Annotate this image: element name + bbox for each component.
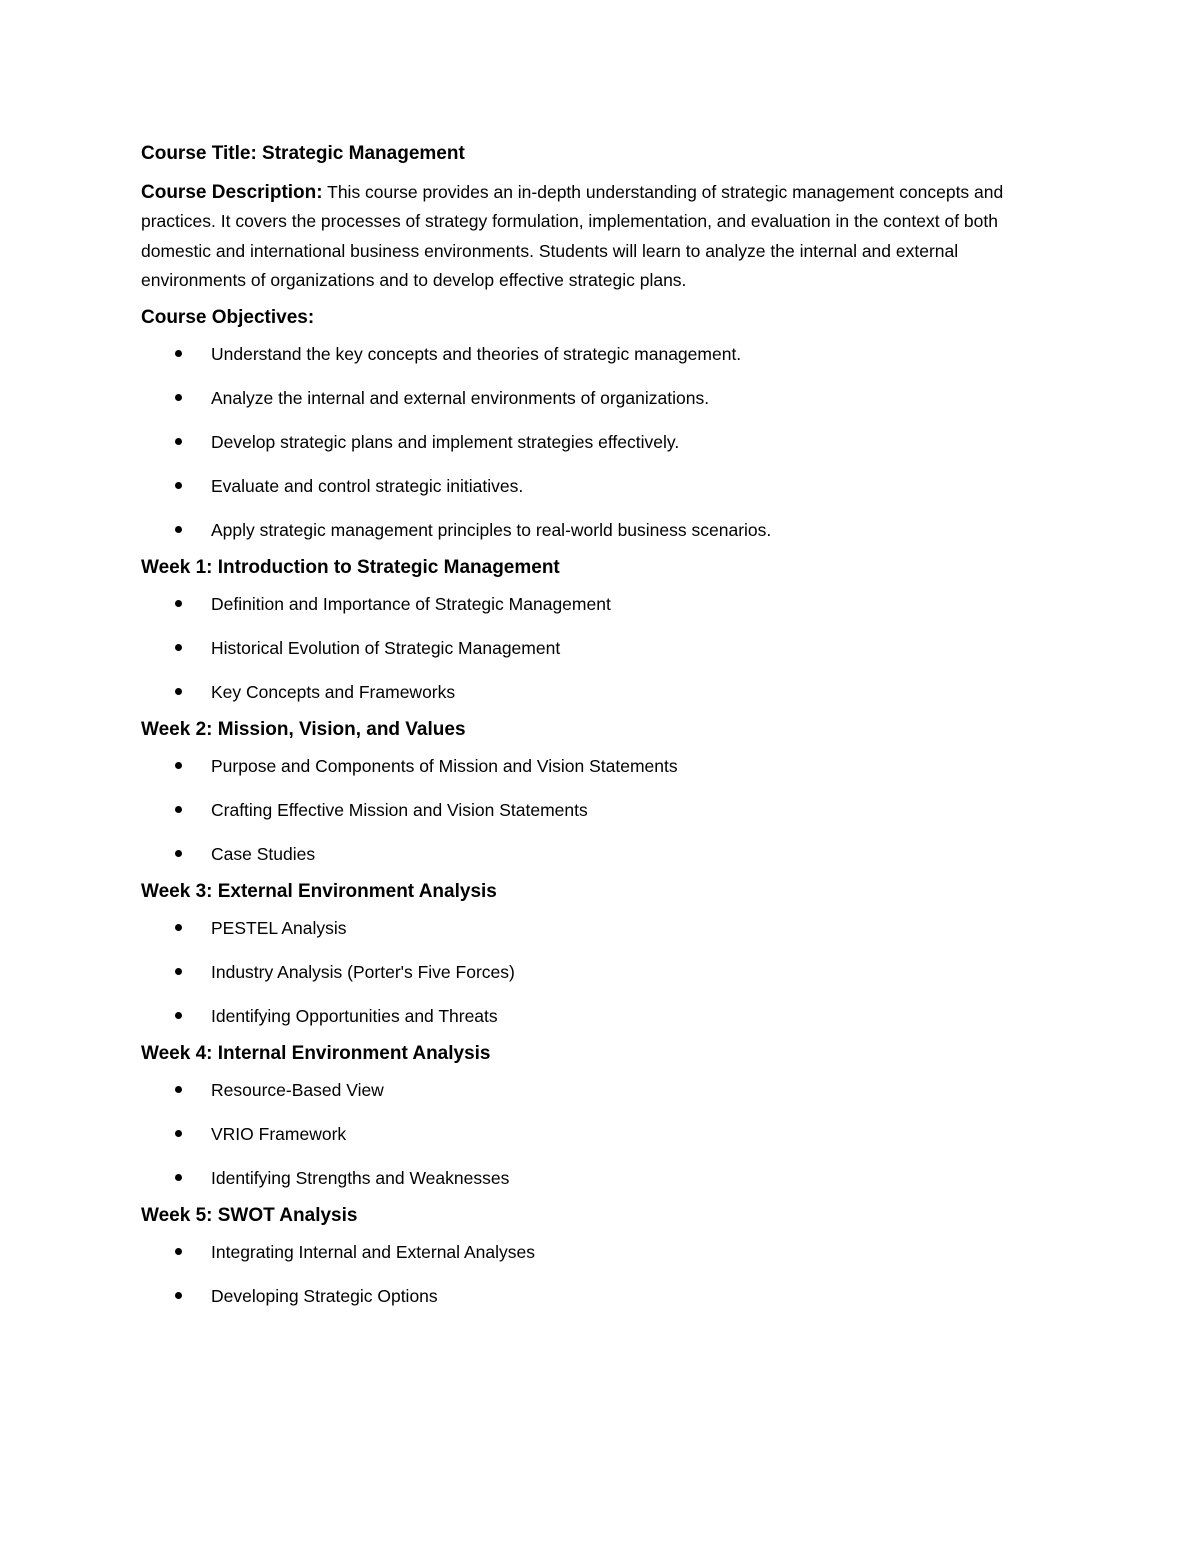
bullet-icon	[175, 1130, 182, 1137]
bullet-icon	[175, 1174, 182, 1181]
objectives-heading: Course Objectives:	[141, 307, 315, 329]
course-description-label: Course Description:	[141, 182, 323, 203]
week-4-heading: Week 4: Internal Environment Analysis	[141, 1043, 491, 1065]
week-5-heading: Week 5: SWOT Analysis	[141, 1205, 358, 1227]
week-5-list	[141, 1240, 1051, 1308]
list-item-text: Identifying Opportunities and Threats	[211, 1006, 498, 1027]
bullet-icon	[175, 1012, 182, 1019]
document-page	[141, 140, 1051, 1320]
week-3-heading: Week 3: External Environment Analysis	[141, 881, 497, 903]
bullet-icon	[175, 600, 182, 607]
list-item	[141, 842, 1051, 866]
week-1-heading: Week 1: Introduction to Strategic Management	[141, 557, 560, 579]
bullet-icon	[175, 762, 182, 769]
list-item-text: Crafting Effective Mission and Vision Statements	[211, 800, 588, 821]
list-item	[141, 636, 1051, 660]
list-item-text: Integrating Internal and External Analyses	[211, 1242, 535, 1263]
list-item	[141, 1004, 1051, 1028]
list-item	[141, 518, 1051, 542]
bullet-icon	[175, 850, 182, 857]
list-item	[141, 916, 1051, 940]
list-item	[141, 1078, 1051, 1102]
bullet-icon	[175, 806, 182, 813]
bullet-icon	[175, 924, 182, 931]
list-item-text: Analyze the internal and external environments of organizations.	[211, 388, 710, 409]
list-item	[141, 342, 1051, 366]
list-item-text: Historical Evolution of Strategic Management	[211, 638, 561, 659]
list-item	[141, 1240, 1051, 1264]
list-item-text: Understand the key concepts and theories of strategic management.	[211, 344, 742, 365]
week-3-list	[141, 916, 1051, 1028]
list-item	[141, 798, 1051, 822]
objectives-list	[141, 342, 1051, 542]
bullet-icon	[175, 644, 182, 651]
list-item	[141, 754, 1051, 778]
bullet-icon	[175, 394, 182, 401]
list-item	[141, 592, 1051, 616]
week-4-list	[141, 1078, 1051, 1190]
list-item	[141, 680, 1051, 704]
bullet-icon	[175, 350, 182, 357]
bullet-icon	[175, 1248, 182, 1255]
list-item-text: PESTEL Analysis	[211, 918, 347, 939]
week-2-list	[141, 754, 1051, 866]
course-description	[141, 178, 1051, 295]
list-item	[141, 1284, 1051, 1308]
bullet-icon	[175, 968, 182, 975]
list-item	[141, 474, 1051, 498]
list-item-text: Developing Strategic Options	[211, 1286, 438, 1307]
bullet-icon	[175, 1292, 182, 1299]
list-item-text: Evaluate and control strategic initiatives.	[211, 476, 524, 497]
list-item-text: Definition and Importance of Strategic Management	[211, 594, 611, 615]
bullet-icon	[175, 438, 182, 445]
list-item-text: Case Studies	[211, 844, 316, 865]
bullet-icon	[175, 688, 182, 695]
list-item	[141, 1166, 1051, 1190]
bullet-icon	[175, 1086, 182, 1093]
course-title: Course Title: Strategic Management	[141, 143, 465, 164]
list-item-text: Apply strategic management principles to real-world business scenarios.	[211, 520, 772, 541]
list-item-text: Key Concepts and Frameworks	[211, 682, 456, 703]
list-item-text: Industry Analysis (Porter's Five Forces)	[211, 962, 515, 983]
list-item	[141, 960, 1051, 984]
list-item-text: Resource-Based View	[211, 1080, 384, 1101]
list-item-text: Purpose and Components of Mission and Vision Statements	[211, 756, 678, 777]
week-2-heading: Week 2: Mission, Vision, and Values	[141, 719, 466, 741]
list-item	[141, 430, 1051, 454]
bullet-icon	[175, 526, 182, 533]
course-description-text: This course provides an in-depth understanding of strategic management concepts and practices. It covers the processes of strategy formulation, implementation, and evaluation in the context of both domestic and international business environments. Students will learn to analyze the internal and external environments of organizations and to develop effective strategic plans.	[141, 182, 1004, 290]
week-1-list	[141, 592, 1051, 704]
list-item-text: Develop strategic plans and implement strategies effectively.	[211, 432, 680, 453]
list-item	[141, 1122, 1051, 1146]
bullet-icon	[175, 482, 182, 489]
list-item	[141, 386, 1051, 410]
list-item-text: VRIO Framework	[211, 1124, 347, 1145]
list-item-text: Identifying Strengths and Weaknesses	[211, 1168, 510, 1189]
